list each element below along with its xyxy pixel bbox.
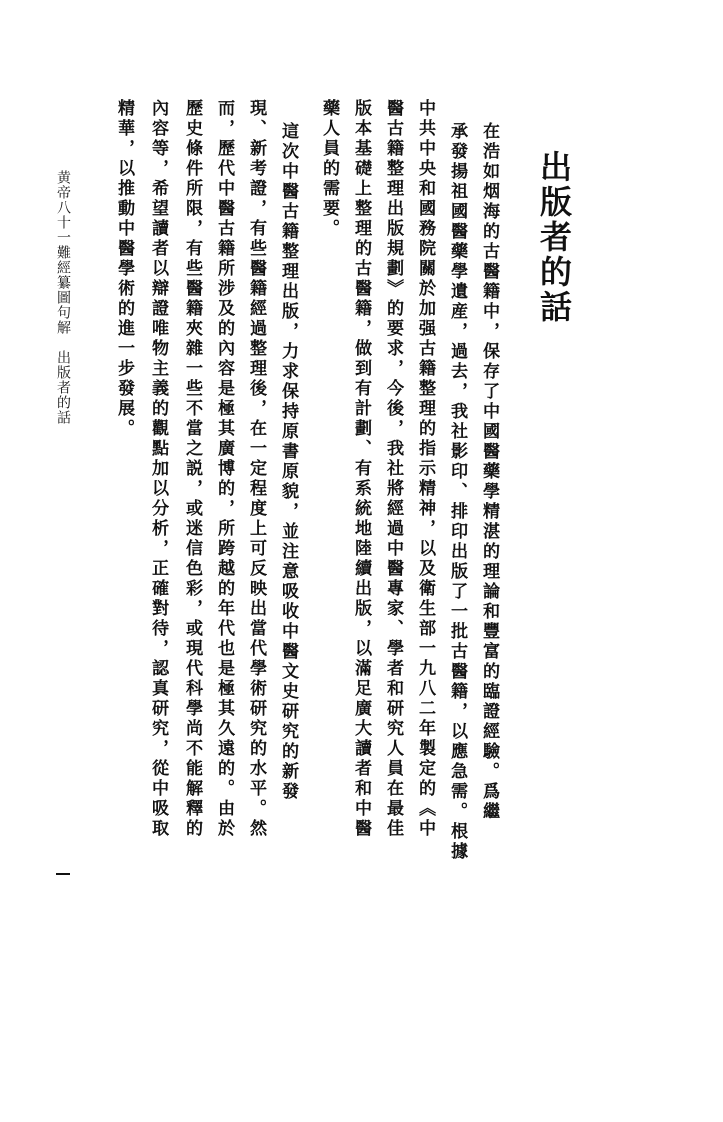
- text-line-11: 內容等，希望讀者以辯證唯物主義的觀點加以分析，正確對待，認真研究，從中吸取: [148, 99, 169, 839]
- running-footer: 黄帝八十一難經纂圖句解 出版者的話: [55, 170, 71, 425]
- text-line-10: 歷史條件所限，有些醫籍夾雜一些不當之説，或迷信色彩，或現代科學尚不能解釋的: [182, 99, 203, 839]
- text-line-1: 在浩如烟海的古醫籍中，保存了中國醫藥學精湛的理論和豐富的臨證經驗。爲繼: [479, 122, 500, 822]
- text-line-6: 藥人員的需要。: [319, 99, 340, 239]
- page-title: 出版者的話: [535, 150, 573, 325]
- text-line-2: 承發揚祖國醫藥學遺産，過去，我社影印、排印出版了一批古醫籍，以應急需。根據: [447, 122, 468, 862]
- text-line-4: 醫古籍整理出版規劃》的要求，今後，我社將經過中醫專家、學者和研究人員在最佳: [383, 99, 404, 839]
- text-line-5: 版本基礎上整理的古醫籍，做到有計劃、有系統地陸續出版，以滿足廣大讀者和中醫: [351, 99, 372, 839]
- text-line-8: 現、新考證，有些醫籍經過整理後，在一定程度上可反映出當代學術研究的水平。然: [246, 99, 267, 839]
- text-line-9: 而，歷代中醫古籍所涉及的內容是極其廣博的，所跨越的年代也是極其久遠的。由於: [214, 99, 235, 839]
- text-line-7: 這次中醫古籍整理出版，力求保持原書原貌，並注意吸收中醫文史研究的新發: [278, 122, 299, 802]
- text-line-3: 中共中央和國務院關於加强古籍整理的指示精神，以及衛生部一九八二年製定的《中: [415, 99, 436, 839]
- page-number-mark: [56, 873, 70, 875]
- text-line-12: 精華，以推動中醫學術的進一步發展。: [114, 99, 135, 439]
